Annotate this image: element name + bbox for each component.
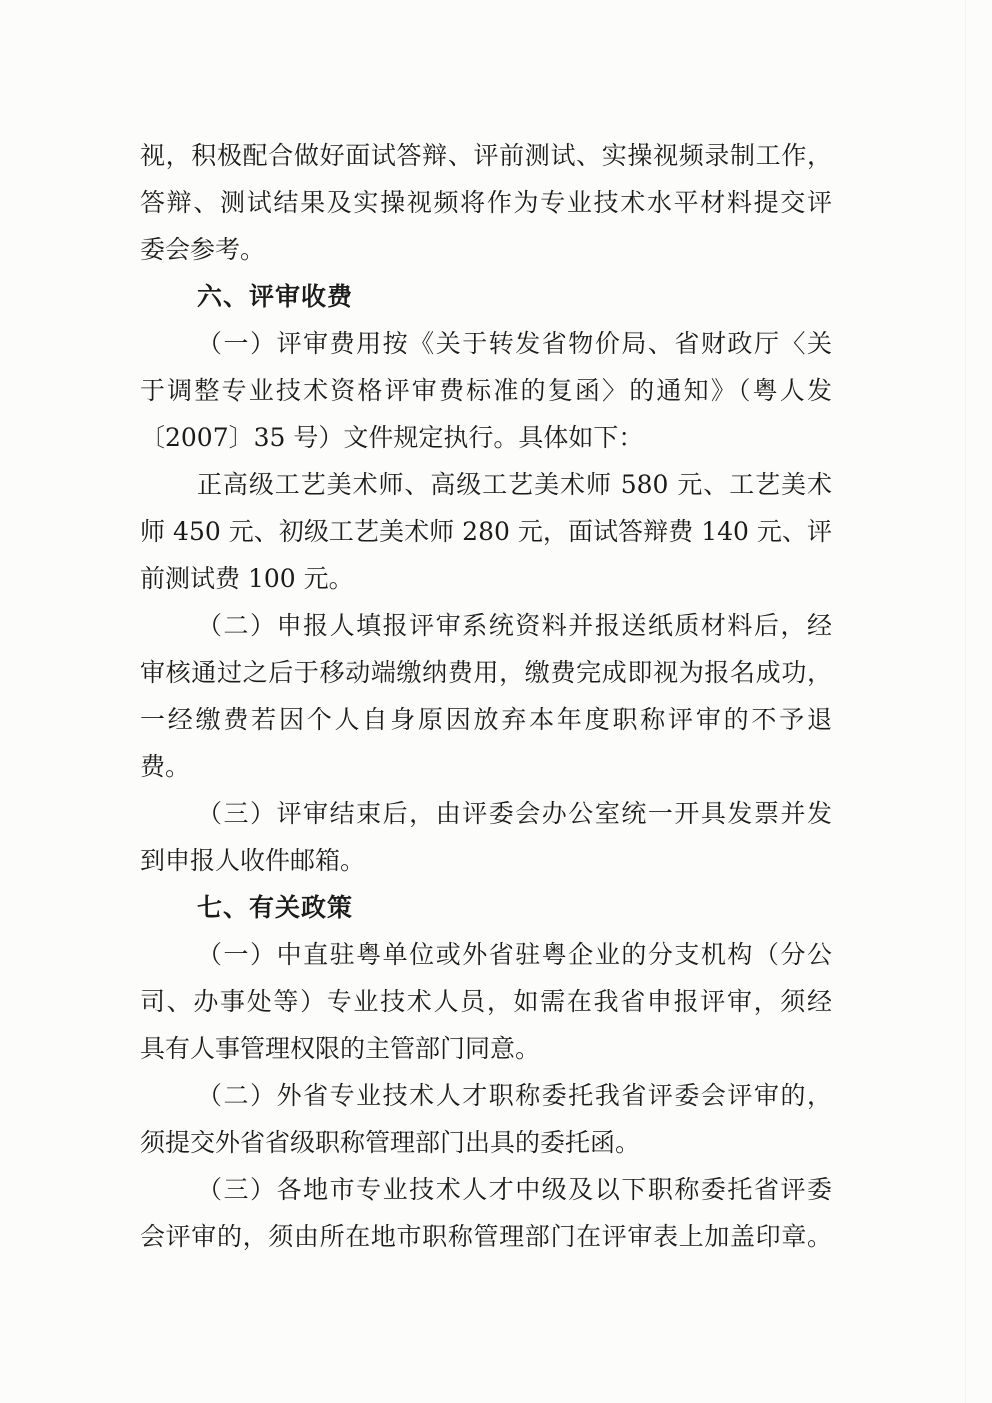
text-line: （三）评审结束后，由评委会办公室统一开具发票并发: [197, 799, 832, 828]
paragraph-fee-payment: [140, 602, 832, 790]
text-line: 师 450 元、初级工艺美术师 280 元，面试答辩费 140 元、评: [140, 517, 832, 546]
text-line: （二）外省专业技术人才职称委托我省评委会评审的，: [197, 1081, 832, 1110]
text-line: 具有人事管理权限的主管部门同意。: [140, 1034, 541, 1063]
text-line: （一）中直驻粤单位或外省驻粤企业的分支机构（分公: [197, 940, 832, 969]
text-line: 到申报人收件邮箱。: [140, 846, 366, 875]
paragraph-fee-amounts: [140, 461, 832, 602]
text-line: 〔2007〕35 号）文件规定执行。具体如下：: [140, 423, 644, 452]
text-line: 费。: [140, 752, 191, 781]
document-body: [140, 132, 832, 1260]
text-line: 视，积极配合做好面试答辩、评前测试、实操视频录制工作，: [140, 141, 832, 170]
paragraph-fee-invoice: [140, 790, 832, 884]
text-line: 于调整专业技术资格评审费标准的复函〉的通知》（粤人发: [140, 376, 832, 405]
paragraph-fee-standard: [140, 320, 832, 461]
section-heading-policies: 七、有关政策: [197, 893, 354, 922]
text-line: 委会参考。: [140, 235, 266, 264]
section-heading-fees: 六、评审收费: [197, 282, 354, 311]
text-line: 正高级工艺美术师、高级工艺美术师 580 元、工艺美术: [197, 470, 832, 499]
text-line: 一经缴费若因个人自身原因放弃本年度职称评审的不予退: [140, 705, 832, 734]
text-line: 前测试费 100 元。: [140, 564, 354, 593]
paragraph-policy-branches: [140, 931, 832, 1072]
text-line: （三）各地市专业技术人才中级及以下职称委托省评委: [197, 1175, 832, 1204]
paragraph-policy-other-provinces: [140, 1072, 832, 1166]
paragraph-continued: [140, 132, 832, 273]
paragraph-policy-local-cities: [140, 1166, 832, 1260]
text-line: 须提交外省省级职称管理部门出具的委托函。: [140, 1128, 641, 1157]
text-line: （二）申报人填报评审系统资料并报送纸质材料后，经: [197, 611, 832, 640]
scan-edge-shade: [965, 0, 966, 1403]
text-line: 答辩、测试结果及实操视频将作为专业技术水平材料提交评: [140, 188, 832, 217]
text-line: 司、办事处等）专业技术人员，如需在我省申报评审，须经: [140, 987, 832, 1016]
text-line: （一）评审费用按《关于转发省物价局、省财政厅〈关: [197, 329, 832, 358]
text-line: 审核通过之后于移动端缴纳费用，缴费完成即视为报名成功，: [140, 658, 832, 687]
text-line: 会评审的，须由所在地市职称管理部门在评审表上加盖印章。: [140, 1222, 832, 1251]
